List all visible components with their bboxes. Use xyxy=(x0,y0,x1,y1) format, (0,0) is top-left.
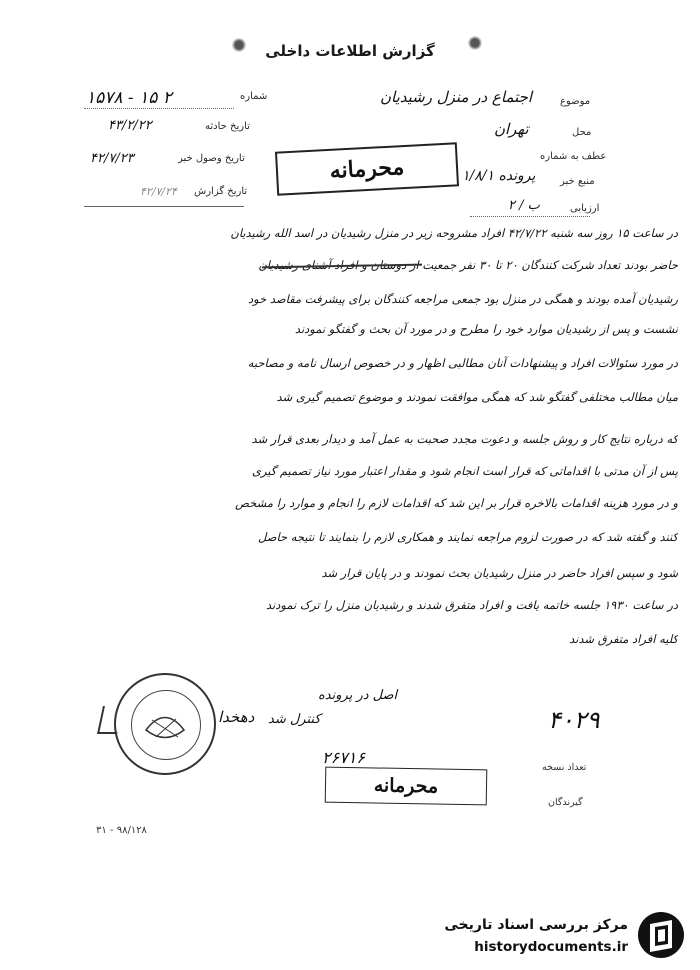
body-line: کنند و گفته شد که در صورت لزوم مراجعه نمایند و همکاری لازم را بنمایند تا نتیجه حاصل xyxy=(258,530,678,544)
body-line: نشست و پس از رشیدیان موارد خود را مطرح و در مورد آن بحث و گفتگو نمودند xyxy=(294,322,678,336)
source-label: منبع خبر xyxy=(560,176,595,187)
reference-label: عطف به شماره xyxy=(540,151,607,162)
body-line: در ساعت ۱۵ روز سه شنبه ۴۲/۷/۲۲ افراد مشروحه زیر در منزل رشیدیان در اسد الله رشیدیان xyxy=(230,226,678,240)
report-date-label: تاریخ گزارش xyxy=(194,186,248,197)
archive-logo-icon xyxy=(636,910,686,960)
number-label: شماره xyxy=(240,91,268,102)
closing-note: اصل در پرونده xyxy=(318,688,398,703)
body-line: شود و سپس افراد حاضر در منزل رشیدیان بحث نمودند و در پایان قرار شد xyxy=(321,566,678,580)
receipt-date-value: ۴۲/۷/۲۳ xyxy=(90,151,134,166)
reviewer-note: کنترل شد xyxy=(268,712,321,727)
body-line: کلیه افراد متفرق شدند xyxy=(569,632,678,646)
body-line: پس از آن مدتی با اقداماتی که قرار است انجام شود و مقدار اعتبار مورد نیاز تصمیم گیری xyxy=(251,464,678,478)
footer-code: ۳۱ - ۹۸/۱۲۸ xyxy=(96,825,147,836)
number-value: ۱۵۷۸ - ۱۵ ۲ xyxy=(86,88,172,108)
document-title: گزارش اطلاعات داخلی xyxy=(265,42,435,60)
confidential-stamp-bottom: محرمانه xyxy=(325,767,488,806)
subject-label: موضوع xyxy=(560,96,591,107)
body-line: و در مورد هزینه اقدامات بالاخره قرار بر این شد که اقدامات لازم را انجام و موارد را مشخص xyxy=(235,496,678,510)
report-date-value: ۴۲/۷/۲۴ xyxy=(140,185,177,198)
punch-hole-mark xyxy=(468,36,482,50)
body-line: حاضر بودند تعداد شرکت کنندگان ۲۰ تا ۳۰ نفر جمعیت از دوستان و افراد آشنای رشیدیان xyxy=(258,258,678,272)
signature-number: ۴۰۲۹ xyxy=(548,706,600,734)
seal-emblem xyxy=(116,675,214,773)
incident-date-label: تاریخ حادثه xyxy=(205,121,250,132)
location-label: محل xyxy=(572,127,592,138)
official-seal xyxy=(114,673,216,775)
location-value: تهران xyxy=(494,120,529,138)
assessment-rule xyxy=(470,216,590,217)
assessment-value: ب / ۲ xyxy=(508,198,540,213)
watermark-name-fa: مرکز بررسی اسناد تاریخی xyxy=(444,917,628,933)
copies-label: تعداد نسخه xyxy=(542,762,587,773)
number-rule xyxy=(84,108,234,109)
receipt-date-label: تاریخ وصول خبر xyxy=(178,153,245,164)
confidential-stamp-top: محرمانه xyxy=(275,142,459,195)
source-value: پرونده ۱/۸/۱ xyxy=(462,168,536,184)
assessment-label: ارزیابی xyxy=(570,203,600,214)
watermark-name-en: historydocuments.ir xyxy=(474,939,628,955)
header-rule-left xyxy=(84,206,244,207)
body-line: میان مطالب مختلفی گفتگو شد که همگی موافقت نمودند و موضوع تصمیم گیری شد xyxy=(276,390,678,404)
recipients-label: گیرندگان xyxy=(548,797,583,808)
body-line: رشیدیان آمده بودند و همگی در منزل بود جمعی مراجعه کنندگان برای پیشرفت مقاصد خود xyxy=(248,292,678,306)
body-line: که درباره نتایج کار و روش جلسه و دعوت مجدد صحبت به عمل آمد و دیدار بعدی قرار شد xyxy=(251,432,678,446)
signature-text: دهخدا xyxy=(218,708,255,726)
incident-date-value: ۴۳/۲/۲۲ xyxy=(108,118,152,133)
subject-value: اجتماع در منزل رشیدیان xyxy=(380,88,533,106)
body-line: در ساعت ۱۹۳۰ جلسه خاتمه یافت و افراد متفرق شدند و رشیدیان منزل را ترک نمودند xyxy=(266,598,678,612)
registry-number: ۲۶۷۱۶ xyxy=(322,748,365,767)
body-line: در مورد سئوالات افراد و پیشنهادات آنان مطالبی اظهار و در خصوص ارسال نامه و مصاحبه xyxy=(247,356,678,370)
